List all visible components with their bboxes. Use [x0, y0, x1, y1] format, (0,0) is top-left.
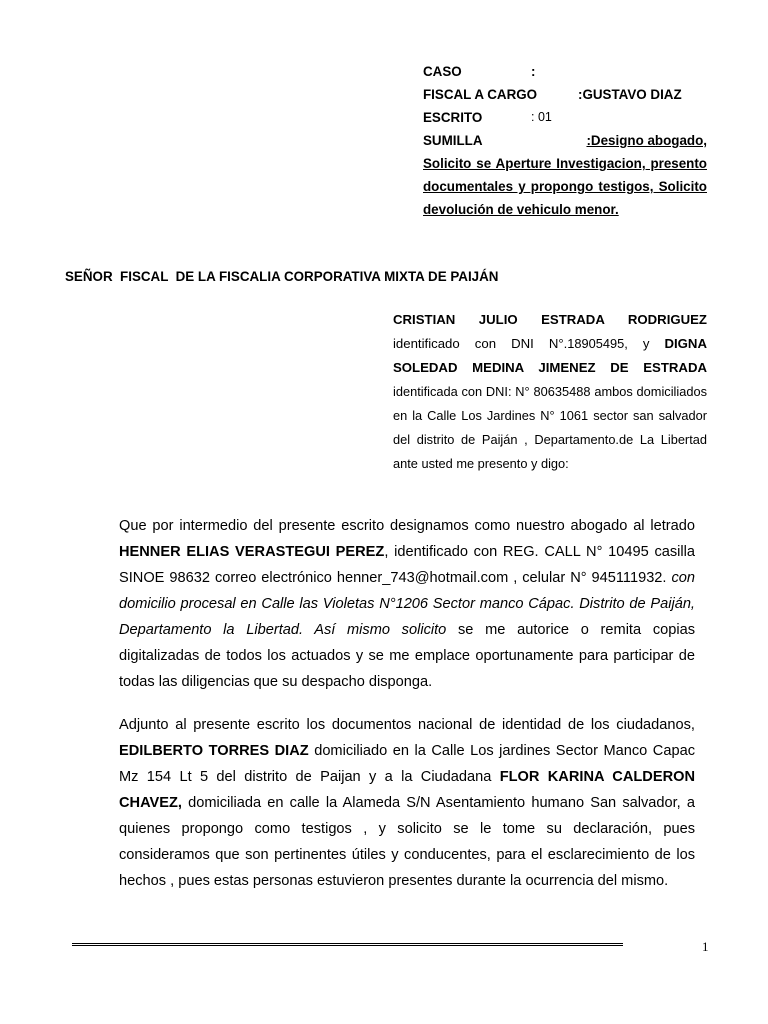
p2-text-2: domiciliado en la Calle Los jardines Sector Manco Capac Mz 154 Lt 5 del distrito de Paijan y a la Ciudadana — [119, 743, 695, 785]
petitioner-address-number: 1061 — [559, 408, 589, 423]
petitioner-id-1-number: 18905495, — [567, 336, 628, 351]
escrito-value: : 01 — [531, 110, 552, 124]
addressee-heading: SEÑOR FISCAL DE LA FISCALIA CORPORATIVA MIXTA DE PAIJÁN — [65, 269, 499, 284]
petitioner-address-b: sector san salvador del distrito de Paiján , Departamento.de La Libertad ante usted me presento y digo: — [393, 408, 707, 471]
p1-text-3: se me autorice o remita copias digitalizadas de todos los actuados y se me emplace oportunamente para participar de todas las diligencias que su despacho disponga. — [119, 622, 695, 690]
fiscal-value: :GUSTAVO DIAZ — [578, 87, 682, 102]
petitioner-conjunction: y — [642, 336, 650, 351]
case-header — [423, 60, 707, 221]
sumilla-first-line: :Designo abogado, — [586, 133, 707, 148]
petitioner-name-2: DIGNA SOLEDAD MEDINA JIMENEZ DE ESTRADA — [393, 336, 707, 375]
sumilla-row — [423, 129, 707, 152]
caso-value: : — [531, 64, 536, 79]
escrito-label: ESCRITO — [423, 110, 483, 125]
p2-text-1: Adjunto al presente escrito los documentos nacional de identidad de los ciudadanos, — [119, 717, 695, 733]
p2-text-3: domiciliada en calle la Alameda S/N Asentamiento humano San salvador, a quienes propongo como testigos , y solicito se le tome su declaración, pues consideramos que son pertinentes útiles y conducentes, para el esclarecimiento de los hechos , pues estas personas estuvieron presentes durante la ocurrencia del mismo. — [119, 795, 695, 889]
p1-text-2: , identificado con REG. CALL N° 10495 casilla SINOE 98632 correo electrónico henner_743@hotmail.com , celular N° 945111932. — [119, 544, 696, 586]
paragraph-lawyer-designation — [119, 513, 695, 695]
petitioner-id-1-prefix: identificado con DNI N°. — [393, 336, 568, 351]
escrito-row — [423, 106, 707, 129]
p1-italic-text: con domicilio procesal en Calle las Violetas N°1206 Sector manco Cápac. Distrito de Paiján, Departamento la Libertad. Así mismo solicito — [119, 570, 695, 638]
witness-2-name: FLOR KARINA CALDERON CHAVEZ, — [119, 769, 696, 811]
fiscal-label: FISCAL A CARGO — [423, 87, 538, 102]
sumilla-text: Solicito se Aperture Investigacion, presento documentales y propongo testigos, Solicito devolución de vehiculo menor. — [423, 156, 707, 217]
petitioner-id-2-number: 80635488 — [533, 384, 591, 399]
caso-label: CASO — [423, 64, 462, 79]
paragraph-witnesses — [119, 712, 695, 894]
petitioner-block — [393, 308, 707, 476]
sumilla-label: SUMILLA — [423, 133, 483, 148]
fiscal-row — [423, 83, 707, 106]
petitioner-address-a: ambos domiciliados en la Calle Los Jardines N° — [393, 384, 707, 423]
p1-text-1: Que por intermedio del presente escrito designamos como nuestro abogado al letrado — [119, 518, 695, 534]
petitioner-name-1: CRISTIAN JULIO ESTRADA RODRIGUEZ — [393, 312, 707, 327]
petitioner-id-2-prefix: identificada con DNI: N° — [393, 384, 530, 399]
lawyer-name: HENNER ELIAS VERASTEGUI PEREZ — [119, 544, 385, 560]
page-number: 1 — [702, 939, 709, 954]
caso-row — [423, 60, 707, 83]
witness-1-name: EDILBERTO TORRES DIAZ — [119, 743, 309, 759]
footer-divider — [72, 943, 623, 946]
